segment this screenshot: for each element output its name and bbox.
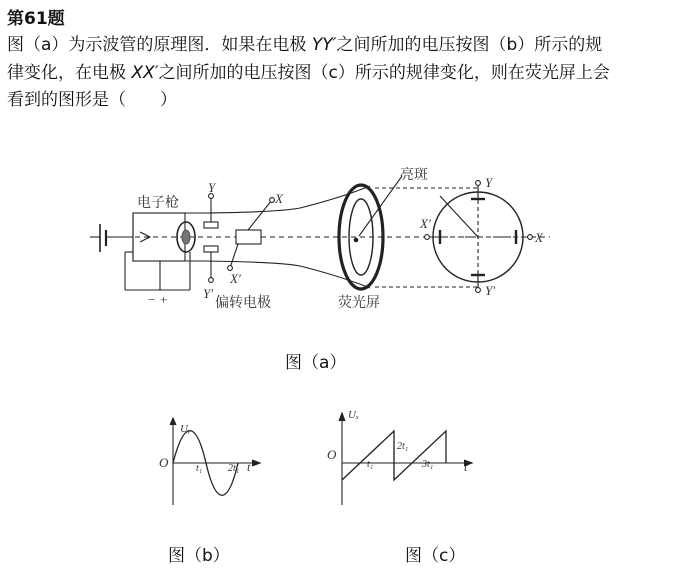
- label-y-plate: Y: [208, 180, 216, 195]
- label-screen-x: X: [535, 230, 543, 245]
- xx-variable: XX′: [131, 63, 159, 83]
- graph-c-origin: O: [327, 447, 337, 462]
- label-deflection-plates: 偏转电极: [215, 295, 271, 311]
- question-line-1: 图（a）为示波管的原理图．如果在电极 YY′之间所加的电压按图（b）所示的规: [7, 35, 603, 55]
- plate-y-bottom: [204, 246, 218, 252]
- oscilloscope-diagram: [90, 176, 550, 292]
- label-screen-xp: X′: [420, 216, 431, 231]
- label-xp-plate: X′: [230, 271, 241, 286]
- label-screen-yp: Y′: [485, 283, 496, 298]
- label-screen: 荧光屏: [338, 295, 380, 311]
- graph-b-t1: t₁: [196, 463, 203, 474]
- label-minus: −: [148, 292, 156, 307]
- label-plus: +: [160, 292, 168, 307]
- label-yp-plate: Y′: [203, 286, 214, 301]
- graph-c-3t1: 3t₁: [422, 459, 434, 470]
- label-bright-spot: 亮斑: [400, 167, 428, 183]
- question-number: 第61题: [7, 9, 65, 29]
- caption-figure-a: 图（a）: [285, 353, 347, 373]
- question-line-2: 律变化，在电极 XX′之间所加的电压按图（c）所示的规律变化，则在荧光屏上会: [7, 63, 610, 83]
- graph-c: [339, 413, 472, 505]
- plate-y-top: [204, 222, 218, 228]
- graph-b-ylabel: Uᵧ: [180, 423, 191, 435]
- graph-c-2t1: 2t₁: [397, 441, 409, 452]
- label-x-plate: X: [275, 191, 283, 206]
- graph-c-t1: t₁: [367, 459, 374, 470]
- graph-b-t: t: [247, 460, 251, 474]
- caption-figure-c: 图（c）: [405, 546, 466, 566]
- plate-x: [236, 230, 261, 244]
- yy-variable: YY′: [311, 35, 337, 55]
- graph-b-2t1: 2t₁: [228, 463, 240, 474]
- graph-b-origin: O: [159, 455, 169, 470]
- label-electron-gun: 电子枪: [137, 195, 179, 211]
- label-screen-y: Y: [485, 175, 493, 190]
- graph-c-ylabel: Uₓ: [348, 409, 360, 421]
- caption-figure-b: 图（b）: [168, 546, 230, 566]
- question-line-3: 看到的图形是（ ）: [7, 90, 177, 110]
- graph-c-t: t: [464, 460, 468, 474]
